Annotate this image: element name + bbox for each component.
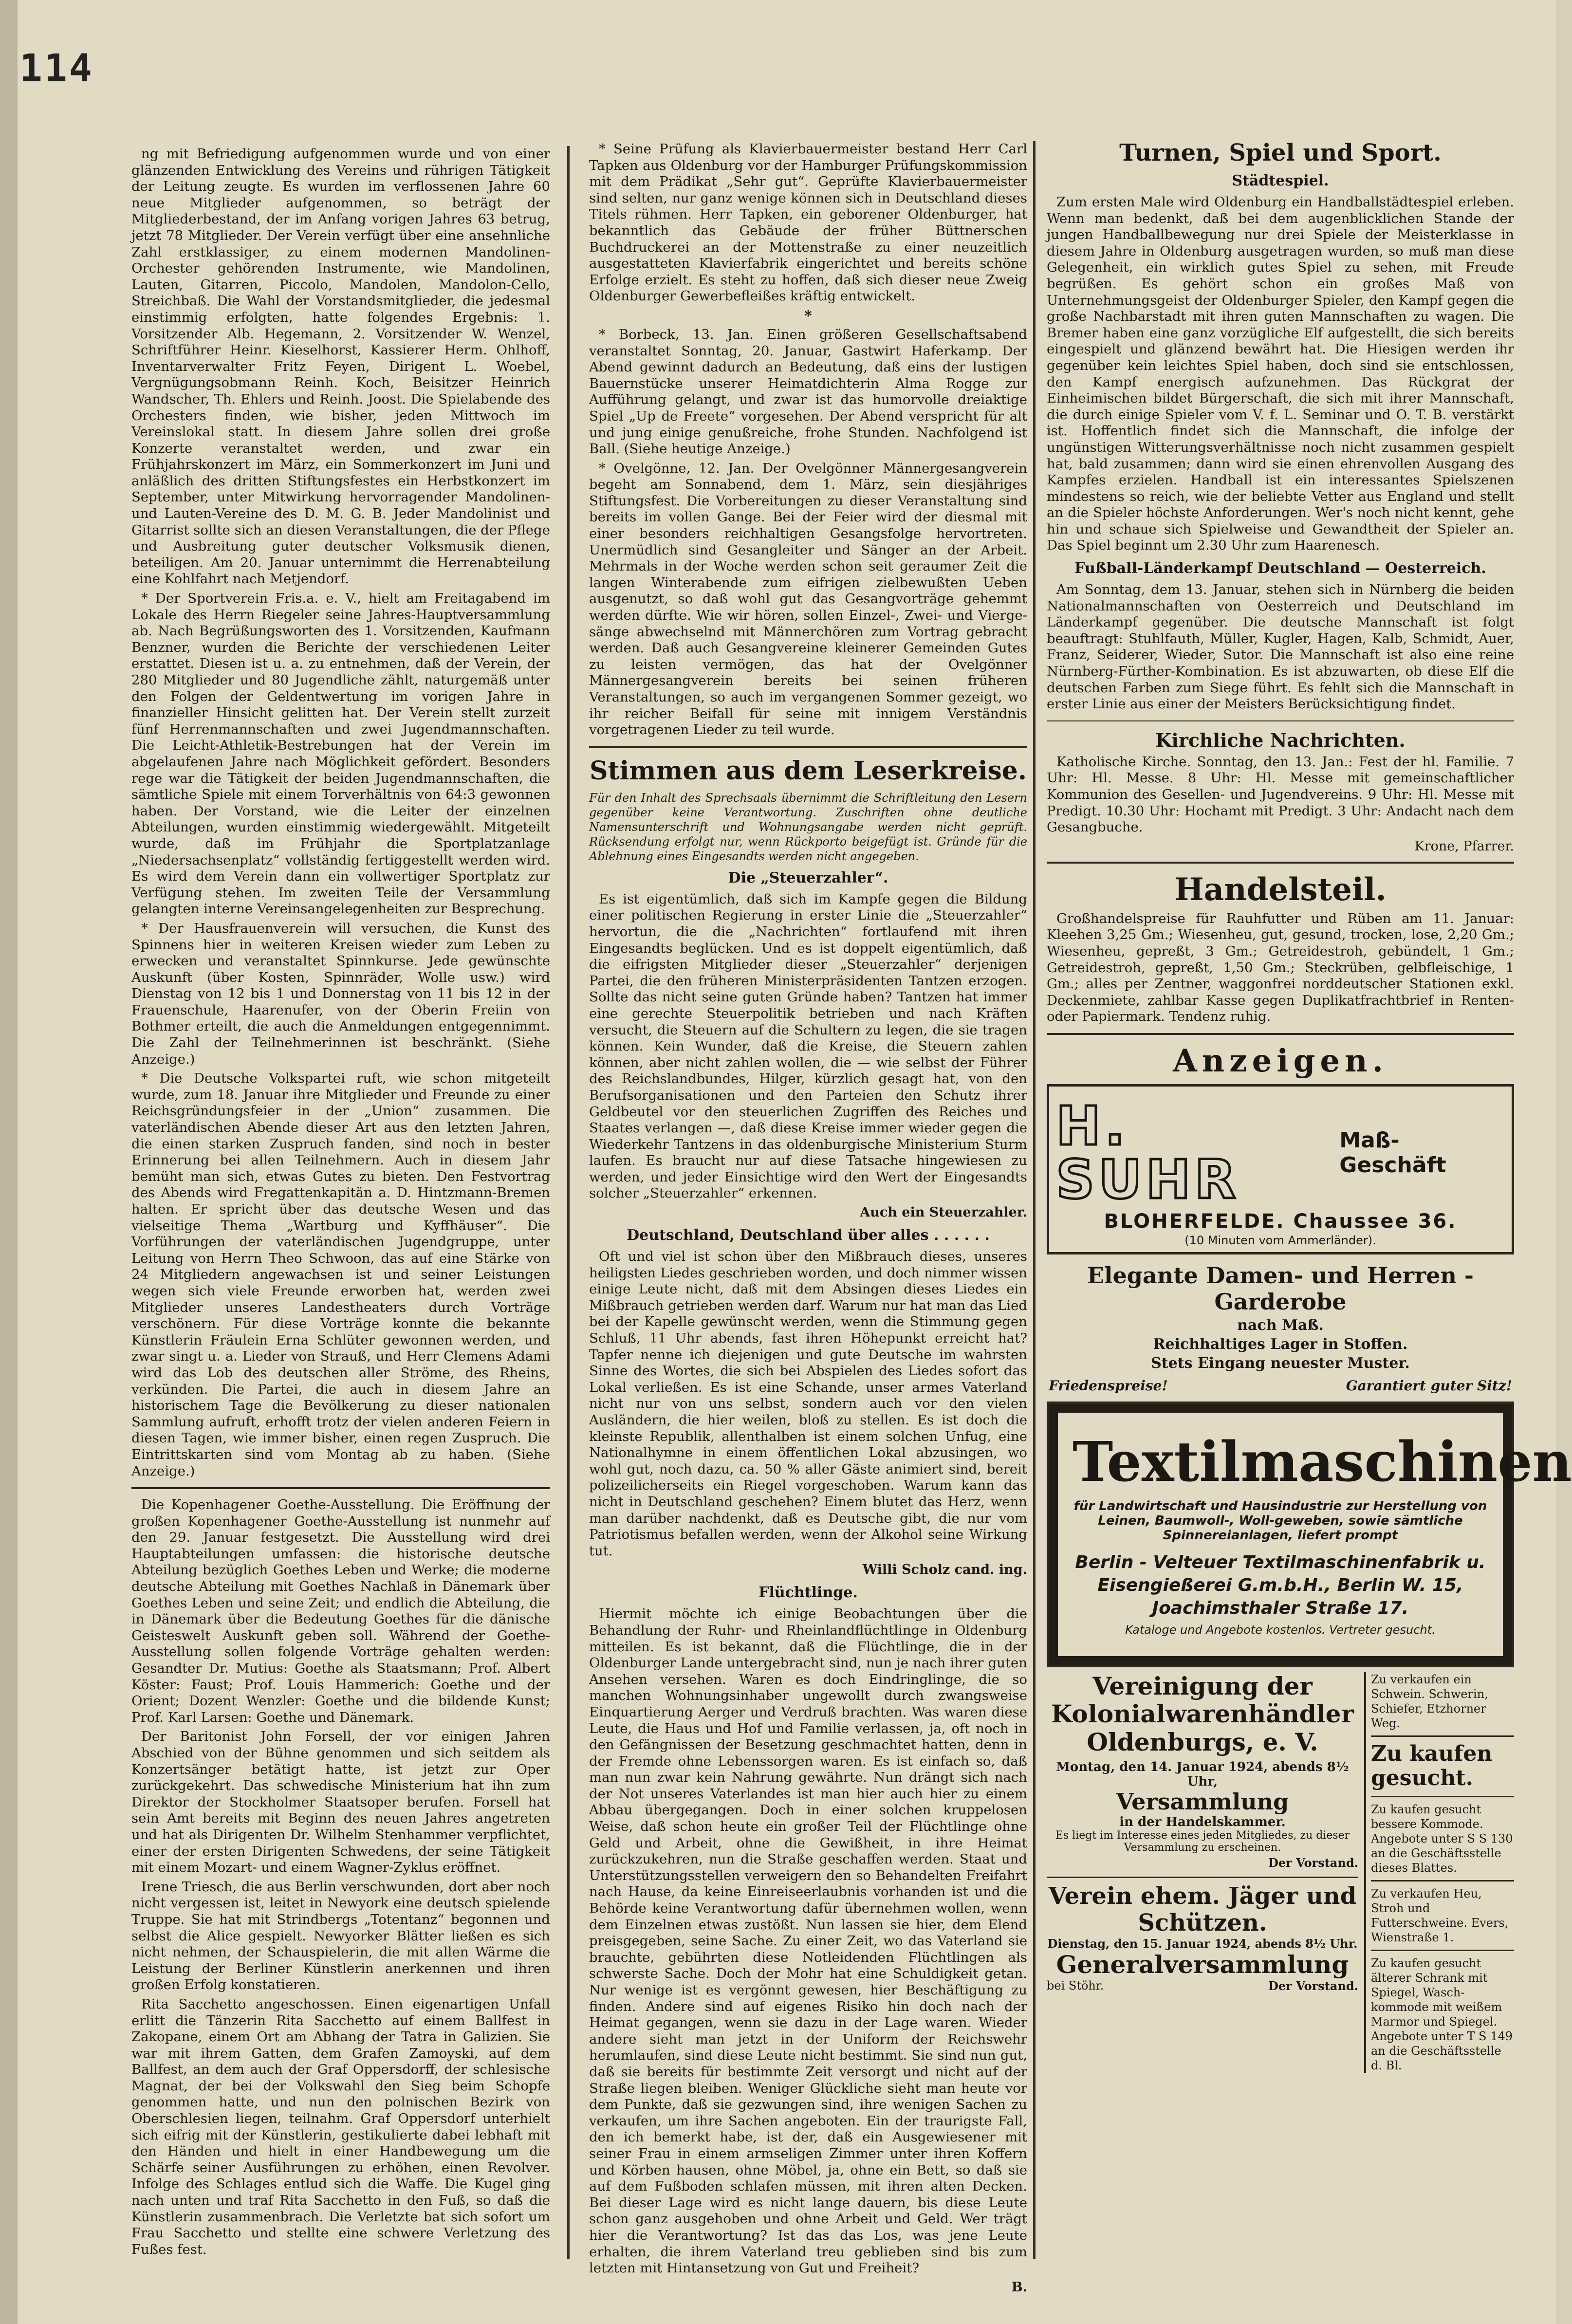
garderobe-ad [1047, 1259, 1514, 1397]
garderobe-right: Garantiert guter Sitz! [1346, 1377, 1512, 1394]
textil-company: Berlin - Velteuer Textilmaschinenfabrik u. Eisengießerei G.m.b.H., Berlin W. 15, Joachimsthaler Straße 17. [1075, 1552, 1486, 1618]
textil-sub: für Landwirtschaft und Hausindustrie zur Herstellung von Leinen, Baumwoll-, Woll-geweben, sowie sämtliche Spinnereianlagen, liefert prompt [1073, 1499, 1487, 1543]
textil-ad [1047, 1402, 1572, 1667]
sport-paragraph: Zum ersten Male wird Oldenburg ein Handballstädtespiel erleben. Wenn man bedenkt, daß bei dem augenblicklichen Stande der jungen Handballbewegung nur drei Spiele der Meisterklasse in diesem Jahre in Oldenburg ausgetragen wurden, so muß man diese Gelegenheit, ein wirklich gutes Spiel zu sehen, mit Freude begrüßen. Es gehört schon ein großes Maß von Unternehmungsgeist der Oldenburger Spieler, den Kampf gegen die große Nachbarstadt mit ihren guten Mannschaften zu wagen. Die Bremer haben eine ganz vorzügliche Elf aufgestellt, die sich bereits eingespielt und glänzend bewährt hat. Die Hiesigen werden ihr gegenüber kein leichtes Spiel haben, doch sind sie entschlossen, den Kampf energisch aufzunehmen. Das Rückgrat der Einheimischen bildet Bürgerschaft, die sich mit ihrer Mannschaft, die durch einige Spieler vom V. f. L. Seminar und O. T. B. verstärkt ist. Hoffentlich findet sich die Mannschaft, die infolge der ungünstigen Witterungsverhältnisse noch nicht zusammen gespielt hat, bald zusammen; dann wird sie einen ehrenvollen Ausgang des Kampfes erzielen. Handball ist ein interessantes Spielszenen mindestens so reich, wie der beliebte Vetter aus England und stellt an die Spieler höchste Anforderungen. Wer's noch nicht kennt, gehe hin und schaue sich Spielweise und Gewandtheit der Spieler an. Das Spiel beginnt um 2.30 Uhr zum Haarenesch. [1047, 194, 1514, 553]
article-paragraph: ng mit Befriedigung aufgenommen wurde und von einer glänzenden Entwicklung des Vereins und rührigen Tätigkeit der Leitung zeugte. Es wurden im verflossenen Jahre 60 neue Mitglieder aufgenommen, so beträgt der Mitgliederbestand, der im Anfang vorigen Jahres 63 betrug, jetzt 78 Mitglieder. Der Verein verfügt über eine ansehnliche Zahl erstklassiger, zu einem modernen Mandolinen-Orchester gehörenden Instrumente, wie Mandolinen, Lauten, Gitarren, Piccolo, Mandolen, Mandolon-Cello, Streichbaß. Die Wahl der Vorstandsmitglieder, die jedesmal einstimmig erfolgten, hatte folgendes Ergebnis: 1. Vorsitzender Alb. Hegemann, 2. Vorsitzender W. Wenzel, Schriftführer Heinr. Kieselhorst, Kassierer Herm. Ohlhoff, Inventarverwalter Fritz Feyen, Dirigent L. Woebel, Vergnügungsobmann Reinh. Koch, Beisitzer Heinrich Wandscher, Th. Ehlers und Reinh. Joost. Die Spielabende des Orchesters finden, wie bisher, jeden Mittwoch im Vereinslokal statt. In diesem Jahre sollen drei große Konzerte veranstaltet werden, und zwar ein Frühjahrskonzert im März, ein Sommerkonzert im Juni und anläßlich des dritten Stiftungsfestes ein Herbstkonzert im September, unter Mitwirkung hervorragender Mandolinen- und Lauten-Vereine des D. M. G. B. Jeder Mandolinist und Gitarrist sollte sich an diesen Veranstaltungen, die der Pflege und Ausbreitung guter deutscher Volksmusik dienen, beteiligen. Am 20. Januar unternimmt die Herrenabteilung eine Kohlfahrt nach Metjendorf. [131, 146, 550, 587]
section-divider [1047, 862, 1514, 864]
small-ad-head: Zu kaufen gesucht. [1371, 1741, 1493, 1791]
suhr-logo: H. SUHR [1056, 1094, 1240, 1211]
ad-divider [1371, 1880, 1514, 1881]
article-paragraph: Die Kopenhagener Goethe-Ausstellung. Die Eröffnung der großen Kopenhagener Goethe-Ausstellung ist nunmehr auf den 29. Januar festgesetzt. Die Ausstellung wird drei Hauptabteilungen umfassen: die historische deutsche Abteilung bezüglich Goethes Leben und Werke; die moderne deutsche Abteilung mit Goethes Nachlaß in Dänemark über Goethes Leben und seine Zeit; und endlich die Abteilung, die in Dänemark über die Bedeutung Goethes für die dänische Geisteswelt Auskunft geben soll. Während der Goethe-Ausstellung sollen folgende Vorträge gehalten werden: Gesandter Dr. Mutius: Goethe als Staatsmann; Prof. Albert Köster: Faust; Prof. Louis Hammerich: Goethe und der Orient; Dozent Wenzler: Goethe und die bildende Kunst; Prof. Karl Larsen: Goethe und Dänemark. [131, 1497, 550, 1725]
textil-title: Textilmaschinen [1073, 1430, 1572, 1494]
sport-paragraph: Am Sonntag, dem 13. Januar, stehen sich in Nürnberg die beiden Nationalmannschaften von Oesterreich und Deutschland im Länderkampf gegenüber. Die deutsche Mannschaft ist folgt beauftragt: Stuhlfauth, Müller, Kugler, Hagen, Kalb, Schmidt, Auer, Franz, Seiderer, Wieder, Sutor. Die Mannschaft ist also eine reine Nürnberg-Fürther-Kombination. Es ist abzuwarten, ob diese Elf die deutschen Farben zum Siege führt. Es fehlt sich die Mannschaft in erster Linie aus einer der Meisters Berücksichtigung findet. [1047, 582, 1514, 712]
section-divider [1047, 720, 1514, 721]
section-divider [1047, 1033, 1514, 1035]
small-ad: Zu kaufen gesucht bessere Kommode. Angebote unter S S 130 an die Geschäftsstelle dieses Blattes. [1371, 1802, 1513, 1875]
letter-signature: Willi Scholz cand. ing. [862, 1562, 1027, 1578]
letter-title: Flüchtlinge. [758, 1584, 858, 1602]
ad-divider [1371, 1796, 1514, 1797]
article-paragraph: Der Baritonist John Forsell, der vor einigen Jahren Abschied von der Bühne genommen und sich seitdem als Konzertsänger betätigt hatte, ist jetzt zur Oper zurückgekehrt. Das schwedische Ministerium hat ihn zum Direktor der Stockholmer Staatsoper berufen. Forsell hat sein Amt bereits mit Beginn des neuen Jahres angetreten und hat als Dirigenten Dr. Wilhelm Stenhammer verpflichtet, einer der ersten Dirigenten Schwedens, der seine Tätigkeit mit einem Mozart- und einem Wagner-Zyklus eröffnet. [131, 1729, 550, 1876]
verein-sign: Der Vorstand. [1268, 1855, 1358, 1870]
article-paragraph: * Seine Prüfung als Klavierbauermeister bestand Herr Carl Tapken aus Oldenburg vor der Hamburger Prüfungskommission mit dem Prädikat „Sehr gut“. Geprüfte Klavierbauermeister sind selten, nur ganz wenige können sich in Deutschland dieses Titels rühmen. Herr Tapken, ein geborener Oldenburger, hat bekanntlich das Gebäude der früher Büttnerschen Buchdruckerei an der Mottenstraße zu einer neuzeitlich ausgestatteten Klavierfabrik eingerichtet und bereits schöne Erfolge erzielt. Es steht zu hoffen, daß sich dieser neue Zweig Oldenburger Gewerbefleißes kräftig entwickelt. [589, 141, 1027, 304]
article-paragraph: Irene Triesch, die aus Berlin verschwunden, dort aber noch nicht vergessen ist, leitet in Newyork eine deutsch spielende Truppe. Sie hat mit Strindbergs „Totentanz“ begonnen und selbst die Alice gespielt. Newyorker Blätter ließen es sich nicht nehmen, der Schauspielerin, die mit allen Wärme die Leistung der Berliner Künstlerin anerkennen und ihren großen Erfolg konstatieren. [131, 1879, 550, 1993]
verein-date: Montag, den 14. Januar 1924, abends 8½ Uhr, [1056, 1760, 1349, 1789]
letter-body: Es ist eigentümlich, daß sich im Kampfe gegen die Bildung einer politischen Regierung in erster Linie die „Steuerzahler“ hervortun, die die „Nachrichten“ fortlaufend mit ihren Eingesandts beglücken. Und es ist doppelt eigentümlich, daß die eifrigsten Mitglieder dieser „Steuerzahler“ derjenigen Partei, die den früheren Ministerpräsidenten Tantzen erzogen. Sollte das nicht seine guten Gründe haben? Tantzen hat immer eine gerechte Steuerpolitik betrieben und nach Kräften versucht, die Steuern auf die Schultern zu legen, die sie tragen können. Kein Wunder, daß die Kreise, die Steuern zahlen können, aber nicht zahlen wollen, die — wie selbst der Führer des Reichslandbundes, Hilger, kürzlich gesagt hat, von den Berufsorganisationen und den Parteien den Schutz ihrer Geldbeutel vor den steuerlichen Zugriffen des Reiches und Staates verlangen —, daß diese Kreise immer wieder gegen die Wiederkehr Tantzens in das oldenburgische Ministerium Sturm laufen. Es braucht nur auf diese Tatsache hingewiesen zu werden, und jeder Einsichtige wird den Wert der Eingesandts solcher „Steuerzahler“ erkennen. [589, 891, 1027, 1201]
garderobe-line: Stets Eingang neuester Muster. [1151, 1354, 1410, 1372]
article-paragraph: * Borbeck, 13. Jan. Einen größeren Gesellschaftsabend veranstaltet Sonntag, 20. Januar, Gastwirt Haferkamp. Der Abend gewinnt dadurch an Bedeutung, daß eins der lustigen Bauernstücke unserer Heimatdichterin Alma Rogge zur Aufführung gelangt, und zwar ist das humorvolle dreiaktige Spiel „Up de Freete“ vorgesehen. Der Abend verspricht für alt und jung einige genußreiche, frohe Stunden. Nachfolgend ist Ball. (Siehe heutige Anzeige.) [589, 326, 1027, 457]
ads-heading: Anzeigen. [1173, 1042, 1388, 1079]
letter-title: Die „Steuerzahler“. [728, 869, 888, 886]
letter-body: Hiermit möchte ich einige Beobachtungen über die Behandlung der Ruhr- und Rheinlandflüchtlinge in Oldenburg mitteilen. Es ist bekannt, daß die Flüchtlinge, die in der Oldenburger Lande untergebracht sind, nun je nach ihrer guten Ansehen versehen. Waren es doch Eindringlinge, die so manchen Wohnungsinhaber ungewollt durch zwangsweise Einquartierung Aerger und Verdruß brachten. Was waren diese Leute, die Haus und Hof und Familie verlassen, ja, oft noch in den Gefängnissen der Besetzung geschmachtet hatten, denn in der Fremde ohne Lebenssorgen waren. Es ist einfach so, daß man nun zwar kein Nahrung gewährte. Nun drängt sich nach der Not unseres Vaterlandes ist man hier auch hier zu einem Abbau übergegangen. Doch in einer solchen kruppelosen Weise, daß schon heute ein großer Teil der Flüchtlinge ohne Geld und Arbeit, ohne die Gewißheit, in ihre Heimat zurückzukehren, nun die Straße geschaffen werden. Staat und Unterstützungsstellen verweigern den so Behandelten Freifahrt nach Hause, da keine Einreiseerlaubnis vorhanden ist und die Behörde keine Verantwortung dafür übernehmen wollen, wenn dem Einzelnen etwas zustößt. Nun lassen sie hier, dem Elend preisgegeben, seine Sache. Zu einer Zeit, wo das Vaterland sie brauchte, gebührten diese Notleidenden Flüchtlingen als schwerste Sache. Doch der Mohr hat eine Schuldigkeit getan. Nur wenige ist es vergönnt gewesen, hier Beschäftigung zu finden. Andere sind auf eigenes Risiko hin doch nach der Heimat gegangen, wenn sie dazu in der Lage waren. Wieder andere sieht man jetzt in der Uniform der Reichswehr herumlaufen, sind diese Leute nicht bestimmt. Sie sind nun gut, daß sie bereits für bestimmte Zeit versorgt und nicht auf der Straße liegen bleiben. Weniger Glückliche sieht man heute vor dem Punkte, daß sie gezwungen sind, ihre wenigen Sachen zu verkaufen, um ihre Sachen angeboten. Ein der traurigste Fall, den ich bemerkt habe, ist der, daß ein Ausgewiesener mit seiner Frau in einem armseligen Zimmer unter ihren Koffern und Körben hausen, ohne Möbel, ja, ohne ein Bett, so daß sie auf dem Fußboden schlafen müssen, mit ihren alten Decken. Bei dieser Lage wird es nicht lange dauern, bis diese Leute schon ganz ausgehoben und ohne Arbeit und Geld. Wer trägt hier die Verantwortung? Ist das das Los, was jene Leute erhalten, die ihrem Vaterland treu geblieben sind bis zum letzten mit Hintansetzung von Gut und Freiheit? [589, 1606, 1027, 2276]
jaeger-title: Verein ehem. Jäger und Schützen. [1048, 1882, 1357, 1937]
verein-place: in der Handelskammer. [1119, 1814, 1286, 1829]
readers-heading: Stimmen aus dem Leserkreise. [590, 756, 1027, 786]
letter-body: Oft und viel ist schon über den Mißbrauch dieses, unseres heiligsten Liedes geschrieben worden, und doch nimmer wissen einige Leute nicht, daß mit dem Absingen dieses Liedes ein Mißbrauch getrieben werden darf. Warum nur hat man das Lied bei der Kapelle gewünscht werden, wenn die Stimmung gegen Schluß, 11 Uhr abends, fast ihren Höhepunkt erreicht hat? Tapfer nenne ich diejenigen und gute Deutsche im wahrsten Sinne des Wortes, die sich bei Abspielen des Liedes sofort das Lokal verließen. Es ist eine Schande, unser armes Vaterland nicht nur von uns selbst, sondern auch vor den vielen Ausländern, die hier weilen, bloß zu stellen. Es ist doch die kleinste Republik, allenthalben ist einem solchen Unfug, eine Nationalhymne in einem öffentlichen Lokal abzusingen, wo wohl gut, noch dazu, ca. 50 % aller Gäste animiert sind, bereit polizeilicherseits ein Riegel vorgeschoben. Warum kann das nicht in Deutschland geschehen? Einem blutet das Herz, wenn man darüber nachdenkt, daß es Deutsche gibt, die nur vom Patriotismus befallen werden, wenn der Alkohol seine Wirkung tut. [589, 1249, 1027, 1559]
column-3 [1047, 136, 1572, 2269]
church-paragraph: Katholische Kirche. Sonntag, den 13. Jan.: Fest der hl. Familie. 7 Uhr: Hl. Messe. 8 Uhr: Hl. Messe mit gemeinschaftlicher Kommunion des Gesellen- und Jugendvereins. 9 Uhr: Hl. Messe mit Predigt. 10.30 Uhr: Hochamt mit Predigt. 3 Uhr: Andacht nach dem Gesangbuche. [1047, 754, 1514, 835]
garderobe-line: nach Maß. [1237, 1316, 1324, 1334]
suhr-note: (10 Minuten vom Ammerländer). [1184, 1233, 1376, 1247]
separator-star: * [804, 307, 812, 325]
article-paragraph: * Die Deutsche Volkspartei ruft, wie schon mitgeteilt wurde, zum 18. Januar ihre Mitglieder und Freunde zu einer Reichsgründungsfeier in der „Union“ zusammen. Die vaterländischen Abende dieser Art aus den letzten Jahren, die einen starken Zuspruch fanden, sind noch in bester Erinnerung bei allen Teilnehmern. Auch in diesem Jahr bemüht man sich, etwas Gutes zu bieten. Den Festvortrag des Abends wird Fregattenkapitän a. D. Hintzmann-Bremen halten. Er spricht über das deutsche Wesen und das vielseitige Thema „Wartburg und Kyffhäuser“. Die Vorführungen der vaterländischen Jugendgruppe, unter Leitung von Herrn Theo Schwoon, das auf eine Stärke von 24 Mitgliedern angewachsen ist und seiner Leistungen wegen sich viele Freunde erworben hat, werden zwei Mitglieder unseres Landestheaters durch Vorträge verschönern. Für diese Vorträge konnte die bekannte Künstlerin Fräulein Erna Schlüter gewonnen werden, und zwar singt u. a. Lieder von Strauß, und Herr Clemens Adami wird das Lob des deutschen aller Ströme, des Rheins, verkünden. Die Partei, die auch in diesem Jahre an historischem Tage die Bevölkerung zu dieser nationalen Sammlung aufruft, erhofft trotz der vielen anderen Feiern in diesen Tagen, wie immer bisher, einen regen Zuspruch. Die Eintrittskarten sind vom Montag ab zu haben. (Siehe Anzeige.) [131, 1070, 550, 1479]
small-ad: Zu verkaufen Heu, Stroh und Futterschweine. Evers, Wienstraße 1. [1371, 1886, 1509, 1944]
column-2 [589, 141, 1027, 2295]
jaeger-meeting: Generalversammlung [1056, 1950, 1349, 1979]
letter-signature: B. [1011, 2279, 1027, 2295]
ad-divider [1371, 1735, 1514, 1737]
readers-disclaimer: Für den Inhalt des Sprechsaals übernimmt die Schriftleitung den Lesern gegenüber keine Verantwortung. Zuschriften ohne deutliche Namensunterschrift und Wohnungsangabe werden nicht geprüft. Rücksendung erfolgt nur, wenn Rückporto beigefügt ist. Gründe für die Ablehnung eines Eingesandts werden nicht angegeben. [589, 791, 1027, 863]
sport-heading: Turnen, Spiel und Sport. [1119, 139, 1442, 166]
letter-signature: Auch ein Steuerzahler. [860, 1205, 1027, 1220]
garderobe-left: Friedenspreise! [1049, 1377, 1168, 1394]
trade-paragraph: Großhandelspreise für Rauhfutter und Rüben am 11. Januar: Kleehen 3,25 Gm.; Wiesenheu, gut, gesund, trocken, lose, 2,20 Gm.; Wiesenheu, gepreßt, 3 Gm.; Getreidestroh, gebündelt, 1 Gm.; Getreidestroh, gepreßt, 1,50 Gm.; Steckrüben, gelbfleischige, 1 Gm.; alles per Zentner, waggonfrei norddeutscher Stationen exkl. Deckenmiete, zahlbar Kasse gegen Duplikatfrachtbrief in Renten- oder Papiermark. Tendenz ruhig. [1047, 910, 1514, 1025]
column-1 [131, 146, 550, 2259]
textil-note: Kataloge und Angebote kostenlos. Vertreter gesucht. [1125, 1623, 1436, 1637]
suhr-tagline: Maß-Geschäft [1339, 1127, 1446, 1178]
verein-meeting: Versammlung [1116, 1789, 1289, 1815]
church-signature: Krone, Pfarrer. [1414, 838, 1514, 854]
jaeger-place: bei Stöhr. [1047, 1978, 1104, 1992]
ad-divider [1371, 1950, 1514, 1951]
jaeger-date: Dienstag, den 15. Januar 1924, abends 8½ Uhr. [1047, 1937, 1358, 1951]
suhr-ad [1047, 1084, 1514, 1254]
article-paragraph: * Der Hausfrauenverein will versuchen, die Kunst des Spinnens hier in weiteren Kreisen wieder zum Leben zu erwecken und veranstaltet Spinnkurse. Jede gewünschte Auskunft (über Kosten, Spinnräder, Wolle usw.) wird Dienstag von 12 bis 1 und Donnerstag von 11 bis 12 in der Frauenschule, Haarenufer, von der Oberin Freiin von Bothmer erteilt, die auch die Anmeldungen entgegennimmt. Die Zahl der Teilnehmerinnen ist beschränkt. (Siehe Anzeige.) [131, 920, 550, 1067]
garderobe-line: Reichhaltiges Lager in Stoffen. [1153, 1335, 1408, 1353]
letter-title: Deutschland, Deutschland über alles . . . . . . [627, 1227, 990, 1244]
small-ad: Zu kaufen gesucht älterer Schrank mit Spiegel, Wasch-kommode mit weißem Marmor und Spiegel. Angebote unter T S 149 an die Geschäftsstelle d. Bl. [1371, 1956, 1513, 2072]
article-paragraph: Rita Sacchetto angeschossen. Einen eigenartigen Unfall erlitt die Tänzerin Rita Sacchetto auf einem Ballfest in Zakopane, einem Ort am Abhang der Tatra in Galizien. Sie war mit ihrem Gatten, dem Grafen Zamoyski, auf dem Ballfest, an dem auch der Graf Oppersdorff, der schlesische Magnat, der bei der Volkswahl den Sieg beim Schopfe genommen hatte, und nun den polnischen Bezirk von Oberschlesien liegen, teilnahm. Graf Oppersdorf unterhielt sich eifrig mit der Künstlerin, gestikulierte dabei lebhaft mit den Händen und hielt in einer Handbewegung um die Schärfe seiner Ausführungen zu erhöhen, einen Revolver. Infolge des Schlages entlud sich die Waffe. Die Kugel ging nach unten und traf Rita Sacchetto in den Fuß, so daß die Künstlerin zusammenbrach. Die Verletzte bat sich sofort um Frau Sacchetto und stellte eine schwere Verletzung des Fußes fest. [131, 1996, 550, 2257]
garderobe-line: Elegante Damen- und Herren - Garderobe [1087, 1262, 1474, 1315]
binding-margin [0, 0, 18, 2324]
verein-title: Vereinigung der Kolonialwarenhändler Oldenburgs, e. V. [1051, 1671, 1354, 1756]
ad-divider [1047, 1877, 1358, 1878]
section-divider [131, 1487, 550, 1489]
article-paragraph: * Der Sportverein Fris.a. e. V., hielt am Freitagabend im Lokale des Herrn Riegeler seine Jahres-Hauptversammlung ab. Nach Begrüßungsworten des 1. Vorsitzenden, Kaufmann Benzner, wurden die Berichte der verschiedenen Leiter erstattet. Diesen ist u. a. zu entnehmen, daß der Verein, der 280 Mitglieder und 80 Jugendliche zählt, naturgemäß unter den Folgen der Geldentwertung im vorigen Jahre in finanzieller Hinsicht gelitten hat. Der Verein stellt zurzeit fünf Herrenmannschaften und zwei Jugendmannschaften. Die Leicht-Athletik-Bestrebungen hat der Verein im abgelaufenen Jahre nach Möglichkeit gefördert. Besonders rege war die Tätigkeit der beiden Jugendmannschaften, die sämtliche Spiele mit einem Torverhältnis von 64:3 gewonnen haben. Der Vorstand, wie die Leiter der einzelnen Abteilungen, wurden einstimmig wiedergewählt. Mitgeteilt wurde, daß im Frühjahr die Sportplatzanlage „Niedersachsenplatz“ vollständig fertiggestellt werden wird. Es wird dem Verein dann ein vollwertiger Sportplatz zur Verfügung stehen. Im zweiten Teile der Versammlung gelangten interne Vereinsangelegenheiten zur Besprechung. [131, 590, 550, 917]
column-rule [567, 146, 570, 2259]
column-rule [1033, 141, 1036, 2259]
small-ad: Zu verkaufen ein Schwein. Schwerin, Schiefer, Etzhorner Weg. [1371, 1672, 1488, 1730]
sport-subheading: Städtespiel. [1232, 172, 1329, 189]
verein-text: Es liegt im Interesse eines jeden Mitgliedes, zu dieser Versammlung zu erscheinen. [1055, 1829, 1350, 1854]
trade-heading: Handelsteil. [1174, 871, 1387, 908]
sport-subheading: Fußball-Länderkampf Deutschland — Oesterreich. [1074, 560, 1486, 577]
suhr-address: BLOHERFELDE. Chaussee 36. [1104, 1210, 1457, 1233]
article-paragraph: * Ovelgönne, 12. Jan. Der Ovelgönner Männergesangverein begeht am Sonnabend, dem 1. März, sein diesjähriges Stiftungsfest. Die Vorbereitungen zu dieser Veranstaltung sind bereits im vollen Gange. Bei der Feier wird der diesmal mit einer besonders reichhaltigen Gesangsfolge hervortreten. Unermüdlich sind Gesangleiter und Sänger an der Arbeit. Mehrmals in der Woche werden schon seit geraumer Zeit die langen Winterabende zum eifrigen zielbewußten Ueben ausgenutzt, so daß wohl gut das Gesangvorträge gehemmt werden dürfte. Wie wir hören, sollen Einzel-, Zwei- und Vierge-sänge abwechselnd mit Männerchören zum Vortrag gebracht werden. Daß auch Gesangvereine kleinerer Gemeinden Gutes zu leisten vermögen, das hat der Ovelgönner Männergesangverein bereits bei seinen früheren Veranstaltungen, so auch im vergangenen Sommer gezeigt, wo ihr reicher Beifall für seine mit innigem Verständnis vorgetragenen Lieder zu teil wurde. [589, 460, 1027, 738]
church-heading: Kirchliche Nachrichten. [1155, 729, 1406, 751]
bottom-ads [1047, 1672, 1514, 2073]
section-divider [589, 746, 1027, 748]
page-number: 114 [19, 47, 94, 91]
jaeger-sign: Der Vorstand. [1268, 1978, 1358, 1993]
